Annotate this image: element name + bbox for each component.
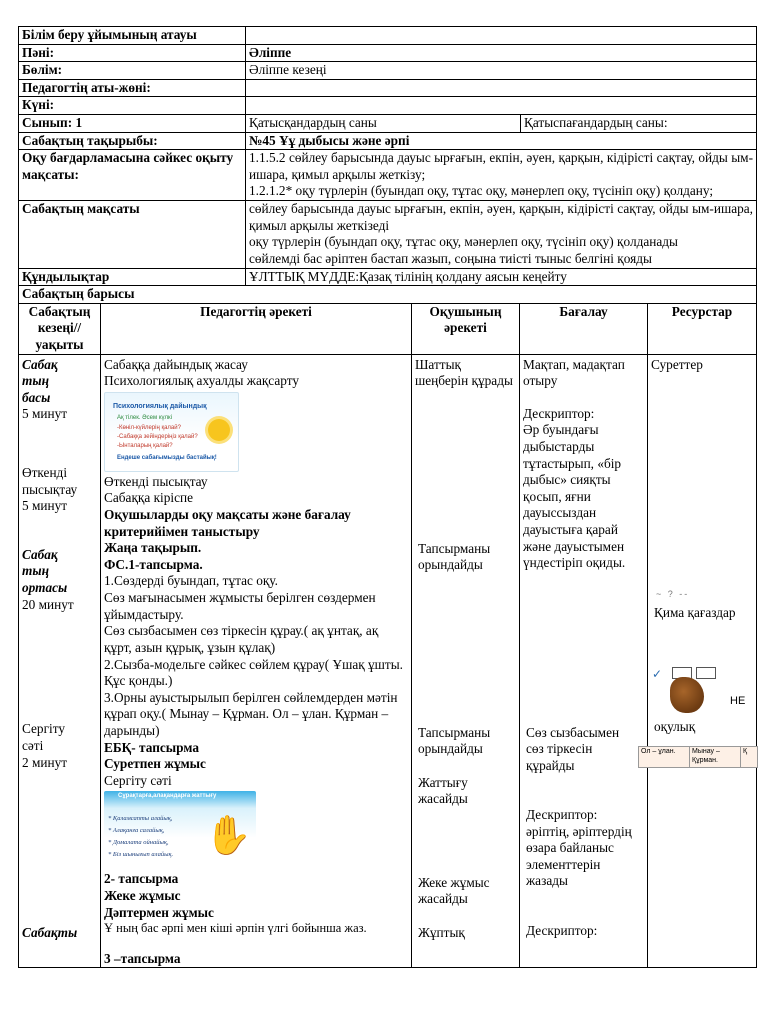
objectives-value	[246, 150, 757, 201]
header-resources: Ресурстар	[648, 303, 757, 354]
stage-review: Өткенді пысықтау	[22, 465, 78, 497]
objective-2: 1.2.1.2* оқу түрлерін (буындап оқу, тұтас оқу, мәнерлеп оқу, түсініп оқу) қолдану;	[249, 183, 714, 199]
date-label: Күні:	[19, 97, 246, 115]
slide2-title: Сұрақтарға,алақандарға жаттығу	[118, 793, 217, 800]
teacher-line-10: Сөз сызбасымен сөз тіркесін құрау.( ақ ұнтақ, ақ құрт, азын құрық, ұзын құлақ)	[104, 623, 379, 655]
student-action-6: Жұптық	[418, 924, 465, 940]
teacher-line-5: Оқушыларды оқу мақсаты және бағалау критерийімен таныстыру	[104, 507, 351, 539]
topic-value: №45 Ұұ дыбысы және әрпі	[246, 132, 757, 150]
lesson-plan-document	[18, 26, 756, 968]
assessment-5: Дескриптор:	[526, 806, 598, 822]
stage-review-time: 5 минут	[22, 498, 68, 514]
eagle-picture	[648, 667, 756, 719]
slide2-q4: * Біз шынығып алайық.	[108, 851, 174, 859]
goal-1: сөйлеу барысында дауыс ырғағын, екпін, әуен, қарқын, кідірісті сақтау, ойды ым-ишара, қимыл арқылы жеткізеді	[249, 201, 753, 233]
slide2-q2: * Алақанға салайық,	[108, 827, 165, 835]
teacher-line-4: Сабаққа кіріспе	[104, 490, 194, 506]
values-value: ҰЛТТЫҚ МҮДДЕ:Қазақ тілінің қолдану аясын кеңейту	[246, 268, 757, 286]
teacher-line-1: Сабаққа дайындық жасау	[104, 356, 248, 372]
teacher-line-3: Өткенді пысықтау	[104, 473, 208, 489]
section-label: Бөлім:	[19, 62, 246, 80]
teacher-line-14: Суретпен жұмыс	[104, 756, 206, 772]
teacher-line-11: 2.Сызба-модельге сәйкес сөйлем құрау( Ұшақ ұшты. Құс қонды.)	[104, 656, 403, 689]
absent-label: Қатыспағандардың саны:	[521, 115, 757, 133]
resource-ne: НЕ	[730, 694, 746, 707]
assessment-1: Мақтап, мадақтап отыру	[523, 356, 625, 389]
slide1-title: Психологиялық дайындық	[113, 402, 207, 410]
progress-label: Сабақтың барысы	[19, 286, 757, 304]
assessment-2: Дескриптор:	[523, 405, 595, 421]
teacher-line-19: Ұ ның бас әрпі мен кіші әрпін үлгі бойынша жаз.	[104, 921, 367, 936]
class-label: Сынып: 1	[19, 115, 246, 133]
slide1-q1: -Көніл-күйлерің қалай?	[117, 424, 181, 431]
resources-column	[648, 354, 757, 968]
lesson-info-table	[18, 26, 757, 304]
stage-end: Сабақты	[22, 924, 78, 940]
student-action-3: Тапсырманы орындайды	[418, 724, 491, 757]
check-icon: ✓	[652, 666, 663, 681]
goal-3: сөйлемді бас әріптен бастап жазып, соңына тиісті тыныс белгіні қояды	[249, 250, 652, 266]
stage-warmup: Сергіту сәті	[22, 721, 66, 753]
stage-warmup-time: 2 минут	[22, 754, 68, 770]
subject-value: Әліппе	[246, 44, 757, 62]
resource-textbook: оқулық	[654, 718, 696, 734]
lesson-progress-table	[18, 303, 757, 969]
teacher-value	[246, 79, 757, 97]
teacher-column	[101, 354, 412, 968]
resource-symbols: ~ ? --	[656, 588, 690, 599]
slide1-sub: Ақ тілек. Әсем күлкі	[117, 414, 172, 421]
resource-pictures: Суреттер	[651, 356, 703, 372]
header-assessment: Бағалау	[520, 303, 648, 354]
warmup-slide-image	[104, 791, 256, 869]
teacher-line-2: Психологиялық ахуалды жақсарту	[104, 373, 300, 389]
student-action-5: Жеке жұмыс жасайды	[418, 874, 490, 907]
teacher-line-8: 1.Сөздерді буындап, тұтас оқу.	[104, 573, 278, 589]
topic-label: Сабақтың тақырыбы:	[19, 132, 246, 150]
mini-card-2: Мынау – Құрман.	[690, 747, 741, 768]
assessment-column	[520, 354, 648, 968]
mini-card-3: Қ	[741, 747, 758, 768]
teacher-line-17: Жеке жұмыс	[104, 887, 181, 903]
student-column	[412, 354, 520, 968]
stage-middle-time: 20 минут	[22, 596, 74, 612]
header-teacher: Педагогтің әрекеті	[101, 303, 412, 354]
stage-start-time: 5 минут	[22, 406, 68, 422]
slide2-q3: * Домалата ойнайық,	[108, 839, 169, 847]
eagle-icon	[670, 677, 704, 713]
slide1-q4: Ендеше сабағымызды бастайық!	[117, 454, 217, 461]
stage-column	[19, 354, 101, 968]
section-value: Әліппе кезеңі	[246, 62, 757, 80]
slide1-q2: -Сабаққа зейіндеріңіз қалай?	[117, 433, 198, 440]
date-value	[246, 97, 757, 115]
resource-cards: Қима қағаздар	[654, 604, 736, 620]
sentence-cards-strip	[638, 746, 758, 768]
teacher-line-18: Дәптермен жұмыс	[104, 904, 214, 920]
teacher-line-15: Сергіту сәті	[104, 772, 172, 788]
clapping-hands-icon: ✋	[204, 815, 252, 858]
assessment-4: Сөз сызбасымен сөз тіркесін құрайды	[526, 724, 620, 773]
goal-value	[246, 201, 757, 268]
assessment-6: әріптің, әріптердің өзара байланыс элементтерін жазады	[526, 823, 632, 889]
student-action-2: Тапсырманы орындайды	[418, 540, 491, 573]
box-shape-2	[696, 667, 716, 679]
sun-icon	[208, 419, 230, 441]
subject-label: Пәні:	[19, 44, 246, 62]
values-label: Құндылықтар	[19, 268, 246, 286]
teacher-line-20: 3 –тапсырма	[104, 950, 181, 966]
present-label: Қатысқандардың саны	[246, 115, 521, 133]
teacher-line-9: Сөз мағынасымен жұмысты берілген сөздермен ұйымдастыру.	[104, 590, 376, 622]
teacher-line-7: ФС.1-тапсырма.	[104, 556, 203, 572]
slide1-q3: -Ынталарың қалай?	[117, 442, 173, 449]
mini-card-1: Ол – ұлан.	[639, 747, 690, 768]
stage-start: Сабақ тың басы	[22, 356, 58, 405]
assessment-3: Әр буындағы дыбыстарды тұтастырып, «бір дыбыс» сияқты қосып, яғни дауыссыздан дауыстыға қарай және дауыстымен үндестіріп оқиды.	[523, 422, 626, 571]
teacher-line-13: ЕБҚ- тапсырма	[104, 739, 199, 755]
header-stage: Сабақтың кезеңі// уақыты	[19, 303, 101, 354]
objective-1: 1.1.5.2 сөйлеу барысында дауыс ырғағын, екпін, әуен, қарқын, кідірісті сақтау, ойды ым-ишара, қимыл арқылы жеткізу;	[249, 150, 753, 182]
goal-2: оқу түрлерін (буындап оқу, тұтас оқу, мәнерлеп оқу, түсініп оқу) қолданады	[249, 234, 678, 250]
org-label: Білім беру ұйымының атауы	[19, 27, 246, 45]
student-action-4: Жаттығу жасайды	[418, 774, 468, 807]
teacher-label: Педагогтің аты-жөні:	[19, 79, 246, 97]
header-student: Оқушының әрекеті	[412, 303, 520, 354]
objectives-label: Оқу бағдарламасына сәйкес оқыту мақсаты:	[19, 150, 246, 201]
psychology-slide-image	[104, 392, 239, 472]
teacher-line-16: 2- тапсырма	[104, 871, 179, 887]
stage-middle: Сабақ тың ортасы	[22, 546, 68, 596]
assessment-7: Дескриптор:	[526, 922, 598, 938]
teacher-line-12: 3.Орны ауыстырылып берілген сөйлемдерден мәтін құрап оқу.( Мынау – Құрман. Ол – ұлан. Құрман – дарынды)	[104, 689, 398, 738]
slide2-q1: * Қаламсапты алайық,	[108, 815, 173, 823]
student-action-1: Шаттық шеңберін құрады	[415, 356, 513, 389]
org-value	[246, 27, 757, 45]
goal-label: Сабақтың мақсаты	[19, 201, 246, 268]
teacher-line-6: Жаңа тақырып.	[104, 540, 202, 556]
